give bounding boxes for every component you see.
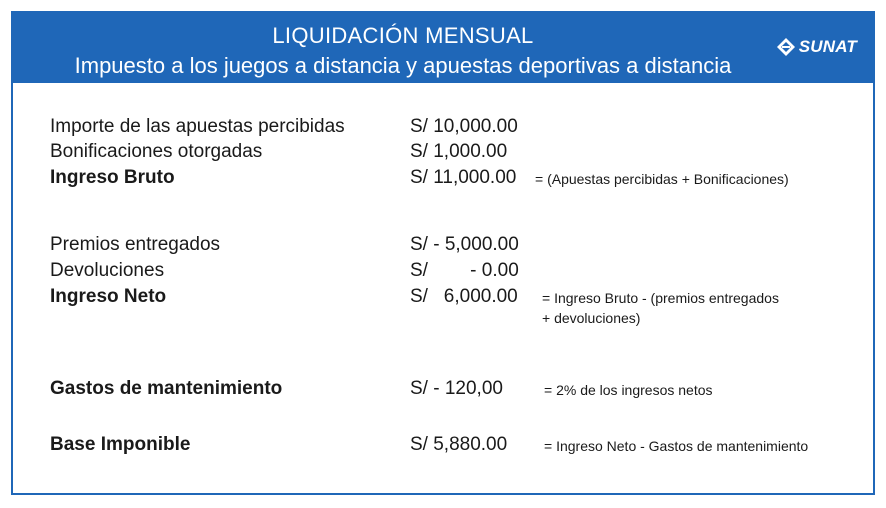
row-label: Bonificaciones otorgadas [50,141,263,162]
row-bonificaciones [13,139,873,165]
row-amount: S/ 10,000.00 [410,116,518,137]
row-note: = (Apuestas percibidas + Bonificaciones) [535,171,789,187]
row-amount: S/ 1,000.00 [410,141,508,162]
row-note-continued: + devoluciones) [542,310,641,326]
header-banner [13,13,873,83]
row-amount: S/ - 0.00 [410,260,519,281]
row-label: Ingreso Neto [50,286,167,307]
row-label: Base Imponible [50,434,191,455]
row-note: = Ingreso Bruto - (premios entregados [542,290,779,306]
row-label: Devoluciones [50,260,165,281]
row-note: = Ingreso Neto - Gastos de mantenimiento [544,438,809,454]
row-premios [13,232,873,258]
page-subtitle: Impuesto a los juegos a distancia y apuestas deportivas a distancia [74,53,732,78]
row-ingreso-bruto [13,165,873,191]
row-note: = 2% de los ingresos netos [544,382,713,398]
sunat-logo [776,37,857,57]
sunat-logo-icon [776,37,796,57]
row-label: Importe de las apuestas percibidas [50,116,345,137]
row-amount: S/ 5,880.00 [410,434,508,455]
row-apuestas-percibidas [13,114,873,140]
liquidation-card [11,11,875,495]
row-gastos-mantenimiento [13,376,873,402]
row-base-imponible [13,432,873,458]
row-amount: S/ - 120,00 [410,378,503,399]
row-label: Gastos de mantenimiento [50,378,283,399]
row-amount: S/ 11,000.00 [410,167,517,188]
row-label: Premios entregados [50,234,221,255]
row-ingreso-neto [13,284,873,326]
row-amount: S/ - 5,000.00 [410,234,519,255]
page-title: LIQUIDACIÓN MENSUAL [272,23,534,48]
row-amount: S/ 6,000.00 [410,286,518,307]
row-label: Ingreso Bruto [50,167,175,188]
row-devoluciones [13,258,873,284]
sunat-logo-text: SUNAT [798,37,857,56]
